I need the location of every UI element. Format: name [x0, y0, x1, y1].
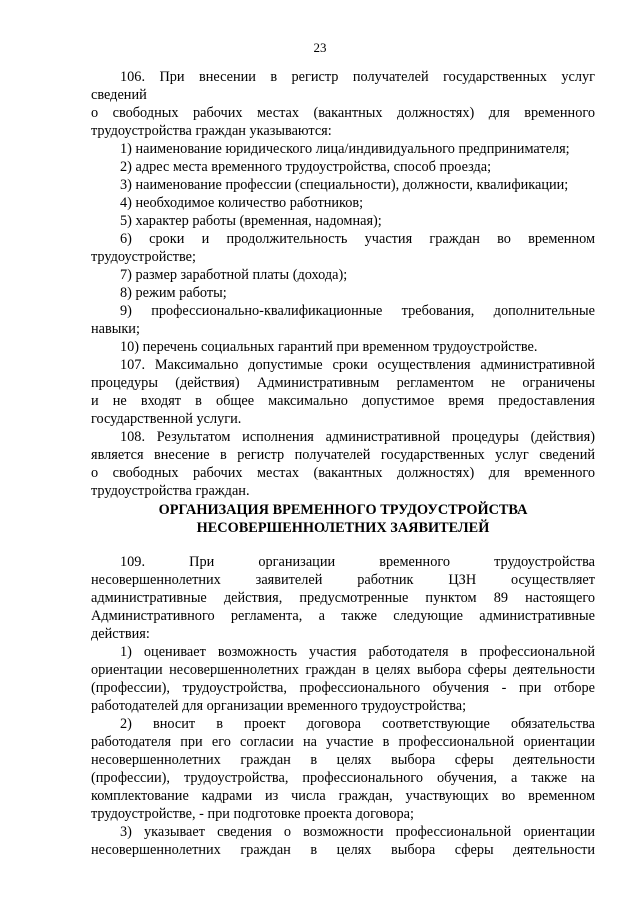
text-line: действия:	[91, 626, 150, 642]
list-item: 10) перечень социальных гарантий при временном трудоустройстве.	[120, 339, 538, 355]
text-line: ориентации несовершеннолетних граждан в целях выбора сферы деятельности	[91, 662, 595, 678]
list-item: 3) указывает сведения о возможности профессиональной ориентации	[120, 824, 595, 840]
text-line: навыки;	[91, 321, 140, 337]
text-line: работодателей для организации временного трудоустройства;	[91, 698, 467, 714]
paragraph-line: 109. При организации временного трудоустройства	[120, 554, 595, 570]
text-line: о свободных рабочих местах (вакантных должностях) для временного	[91, 465, 595, 481]
list-item: 1) оценивает возможность участия работодателя в профессиональной	[120, 644, 595, 660]
list-item: 5) характер работы (временная, надомная);	[120, 213, 382, 229]
text-line: несовершеннолетних граждан в целях выбора сферы деятельности	[91, 842, 595, 858]
text-line: трудоустройстве;	[91, 249, 196, 265]
text-line: Административного регламента, а также следующие административные	[91, 608, 595, 624]
text-line: является внесение в регистр получателей государственных услуг сведений	[91, 447, 595, 463]
top-text-block	[91, 68, 595, 500]
list-item: 8) режим работы;	[120, 285, 227, 301]
bottom-text-block	[91, 553, 595, 859]
text-line: и не входят в общее максимально допустимое время предоставления	[91, 393, 595, 409]
list-item: 2) адрес места временного трудоустройства, способ проезда;	[120, 159, 492, 175]
text-line: административные действия, предусмотренные пунктом 89 настоящего	[91, 590, 595, 606]
text-line: несовершеннолетних заявителей работник ЦЗН осуществляет	[91, 572, 595, 588]
list-item: 9) профессионально-квалификационные требования, дополнительные	[120, 303, 595, 319]
text-line: трудоустройстве, - при подготовке проекта договора;	[91, 806, 414, 822]
text-line: (профессии), трудоустройства, профессионального обучения - при отборе	[91, 680, 595, 696]
text-line: работодателя при его согласии на участие в профессиональной ориентации	[91, 734, 595, 750]
text-line: несовершеннолетних граждан в целях выбора сферы деятельности	[91, 752, 595, 768]
text-line: о свободных рабочих местах (вакантных должностях) для временного	[91, 105, 595, 121]
heading-line: НЕСОВЕРШЕННОЛЕТНИХ ЗАЯВИТЕЛЕЙ	[196, 520, 490, 536]
page-number: 23	[313, 40, 327, 55]
list-item: 4) необходимое количество работников;	[120, 195, 364, 211]
text-line: процедуры (действия) Административным регламентом не ограничены	[91, 375, 595, 391]
section-heading	[91, 501, 595, 537]
list-item: 1) наименование юридического лица/индивидуального предпринимателя;	[120, 141, 570, 157]
heading-line: ОРГАНИЗАЦИЯ ВРЕМЕННОГО ТРУДОУСТРОЙСТВА	[158, 502, 528, 518]
list-item: 2) вносит в проект договора соответствующие обязательства	[120, 716, 595, 732]
list-item: 6) сроки и продолжительность участия граждан во временном	[120, 231, 595, 247]
paragraph-line: 107. Максимально допустимые сроки осуществления административной	[120, 357, 595, 373]
text-line: трудоустройства граждан.	[91, 483, 250, 499]
list-item: 3) наименование профессии (специальности), должности, квалификации;	[120, 177, 569, 193]
text-line: 106. При внесении в регистр получателей государственных услуг	[120, 69, 595, 85]
list-item: 7) размер заработной платы (дохода);	[120, 267, 348, 283]
text-line: государственной услуги.	[91, 411, 242, 427]
paragraph-line: 108. Результатом исполнения административной процедуры (действия)	[120, 429, 595, 445]
text-line: комплектование кадрами из числа граждан, участвующих во временном	[91, 788, 595, 804]
text-line: трудоустройства граждан указываются:	[91, 123, 332, 139]
text-line: (профессии), трудоустройства, профессионального обучения, а также на	[91, 770, 595, 786]
text-line: сведений	[91, 87, 147, 103]
